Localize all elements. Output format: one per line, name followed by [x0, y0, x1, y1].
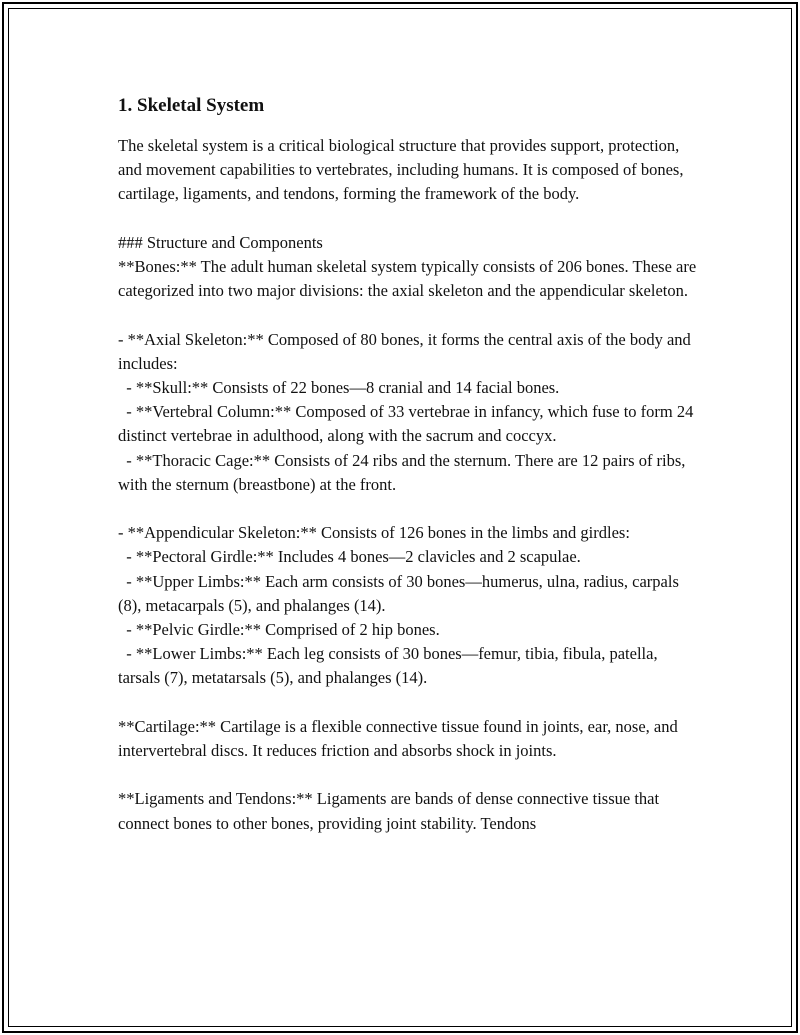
intro-paragraph: The skeletal system is a critical biological structure that provides support, protection, and movement capabilities to vertebrates, including humans. It is composed of bones, cartilage, ligaments, and tendons, forming the framework of the body.	[118, 136, 688, 204]
ligaments-tendons-paragraph: **Ligaments and Tendons:** Ligaments are bands of dense connective tissue that connect bones to other bones, providing joint stability. Tendons	[118, 789, 664, 833]
document-title: 1. Skeletal System	[118, 95, 265, 116]
sub-list-item-vertebral-column: - **Vertebral Column:** Composed of 33 vertebrae in infancy, which fuse to form 24 distinct vertebrae in adulthood, along with the sacrum and coccyx.	[118, 402, 698, 446]
list-item-axial-skeleton: - **Axial Skeleton:** Composed of 80 bones, it forms the central axis of the body and includes:	[118, 329, 695, 373]
list-item-appendicular-skeleton: - **Appendicular Skeleton:** Consists of 126 bones in the limbs and girdles:	[118, 523, 630, 543]
sub-list-item-upper-limbs: - **Upper Limbs:** Each arm consists of 30 bones—humerus, ulna, radius, carpals (8), metacarpals (5), and phalanges (14).	[118, 571, 684, 615]
sub-list-item-pelvic-girdle: - **Pelvic Girdle:** Comprised of 2 hip bones.	[118, 620, 440, 640]
blank-line	[118, 763, 698, 787]
document-body	[118, 93, 701, 836]
blank-line	[118, 303, 698, 327]
sub-list-item-skull: - **Skull:** Consists of 22 bones—8 cranial and 14 facial bones.	[118, 378, 560, 398]
sub-list-item-lower-limbs: - **Lower Limbs:** Each leg consists of 30 bones—femur, tibia, fibula, patella, tarsals (7), metatarsals (5), and phalanges (14).	[118, 644, 662, 688]
blank-line	[118, 497, 698, 521]
bones-paragraph: **Bones:** The adult human skeletal system typically consists of 206 bones. These are categorized into two major divisions: the axial skeleton and the appendicular skeleton.	[118, 257, 701, 301]
blank-line	[118, 691, 698, 715]
blank-line	[118, 207, 698, 231]
sub-list-item-pectoral-girdle: - **Pectoral Girdle:** Includes 4 bones—2 clavicles and 2 scapulae.	[118, 547, 581, 567]
section-heading-structure: ### Structure and Components	[118, 232, 323, 252]
sub-list-item-thoracic-cage: - **Thoracic Cage:** Consists of 24 ribs and the sternum. There are 12 pairs of ribs, with the sternum (breastbone) at the front.	[118, 450, 690, 494]
cartilage-paragraph: **Cartilage:** Cartilage is a flexible connective tissue found in joints, ear, nose, and intervertebral discs. It reduces friction and absorbs shock in joints.	[118, 716, 682, 761]
